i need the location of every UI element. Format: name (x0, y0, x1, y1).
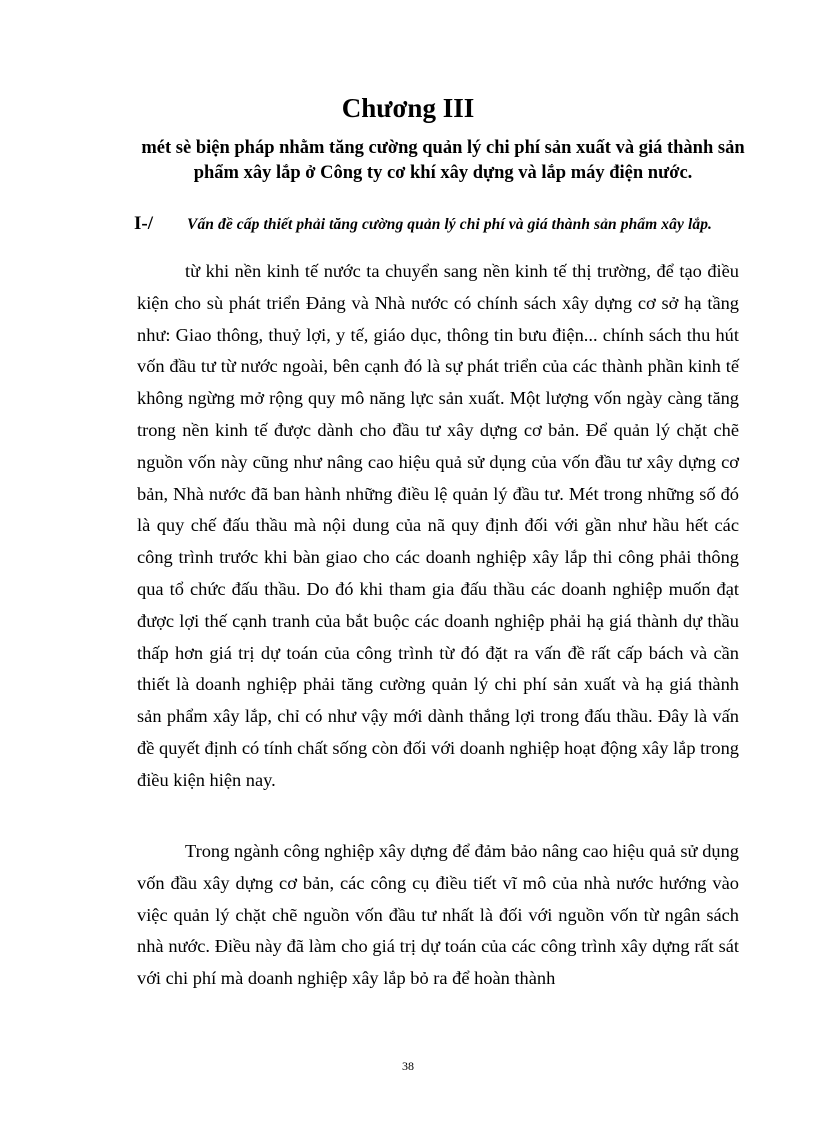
section-heading-text: Vấn đề cấp thiết phải tăng cường quản lý chi phí và giá thành sản phẩm xây lắp. (187, 216, 713, 233)
body-paragraph: từ khi nền kinh tế nước ta chuyển sang nền kinh tế thị trường, để tạo điều kiện cho sù phát triển Đảng và Nhà nước có chính sách xây dựng cơ sở hạ tầng như: Giao thông, thuỷ lợi, y tế, giáo dục, thông tin bưu điện... chính sách thu hút vốn đầu tư từ nước ngoài, bên cạnh đó là sự phát triển của các thành phần kinh tế không ngừng mở rộng quy mô năng lực sản xuất. Một lượng vốn ngày càng tăng trong nền kinh tế được dành cho đầu tư xây dựng cơ bản. Để quản lý chặt chẽ nguồn vốn này cũng như nâng cao hiệu quả sử dụng của vốn đầu tư xây dựng cơ bản, Nhà nước đã ban hành những điều lệ quản lý đầu tư. Mét trong những số đó là quy chế đấu thầu mà nội dung của nã quy định đối với gần như hầu hết các công trình trước khi bàn giao cho các doanh nghiệp xây lắp thi công phải thông qua tổ chức đấu thầu. Do đó khi tham gia đấu thầu các doanh nghiệp muốn đạt được lợi thế cạnh tranh của bắt buộc các doanh nghiệp phải hạ giá thành dự thầu thấp hơn giá trị dự toán của công trình từ đó đặt ra vấn đề rất cấp bách và cần thiết là doanh nghiệp phải tăng cường quản lý chi phí sản xuất và hạ giá thành sản phẩm xây lắp, chỉ có như vậy mới dành thắng lợi trong đấu thầu. Đây là vấn đề quyết định có tính chất sống còn đối với doanh nghiệp hoạt động xây lắp trong điều kiện hiện nay. (137, 261, 739, 790)
body-paragraph: Trong ngành công nghiệp xây dựng để đảm bảo nâng cao hiệu quả sử dụng vốn đầu xây dựng cơ bản, các công cụ điều tiết vĩ mô của nhà nước hướng vào việc quản lý chặt chẽ nguồn vốn đầu tư nhất là đối với nguồn vốn từ ngân sách nhà nước. Điều này đã làm cho giá trị dự toán của các công trình xây dựng rất sát với chi phí mà doanh nghiệp xây lắp bỏ ra để hoàn thành (137, 841, 739, 989)
page-number: 38 (402, 1059, 414, 1073)
chapter-title: Chương III (341, 93, 475, 123)
section-number: I-/ (134, 213, 153, 234)
chapter-subtitle: mét sè biện pháp nhằm tăng cường quản lý chi phí sản xuất và giá thành sản phẩm xây lắp ở Công ty cơ khí xây dựng và lắp máy điện nước. (141, 138, 745, 183)
